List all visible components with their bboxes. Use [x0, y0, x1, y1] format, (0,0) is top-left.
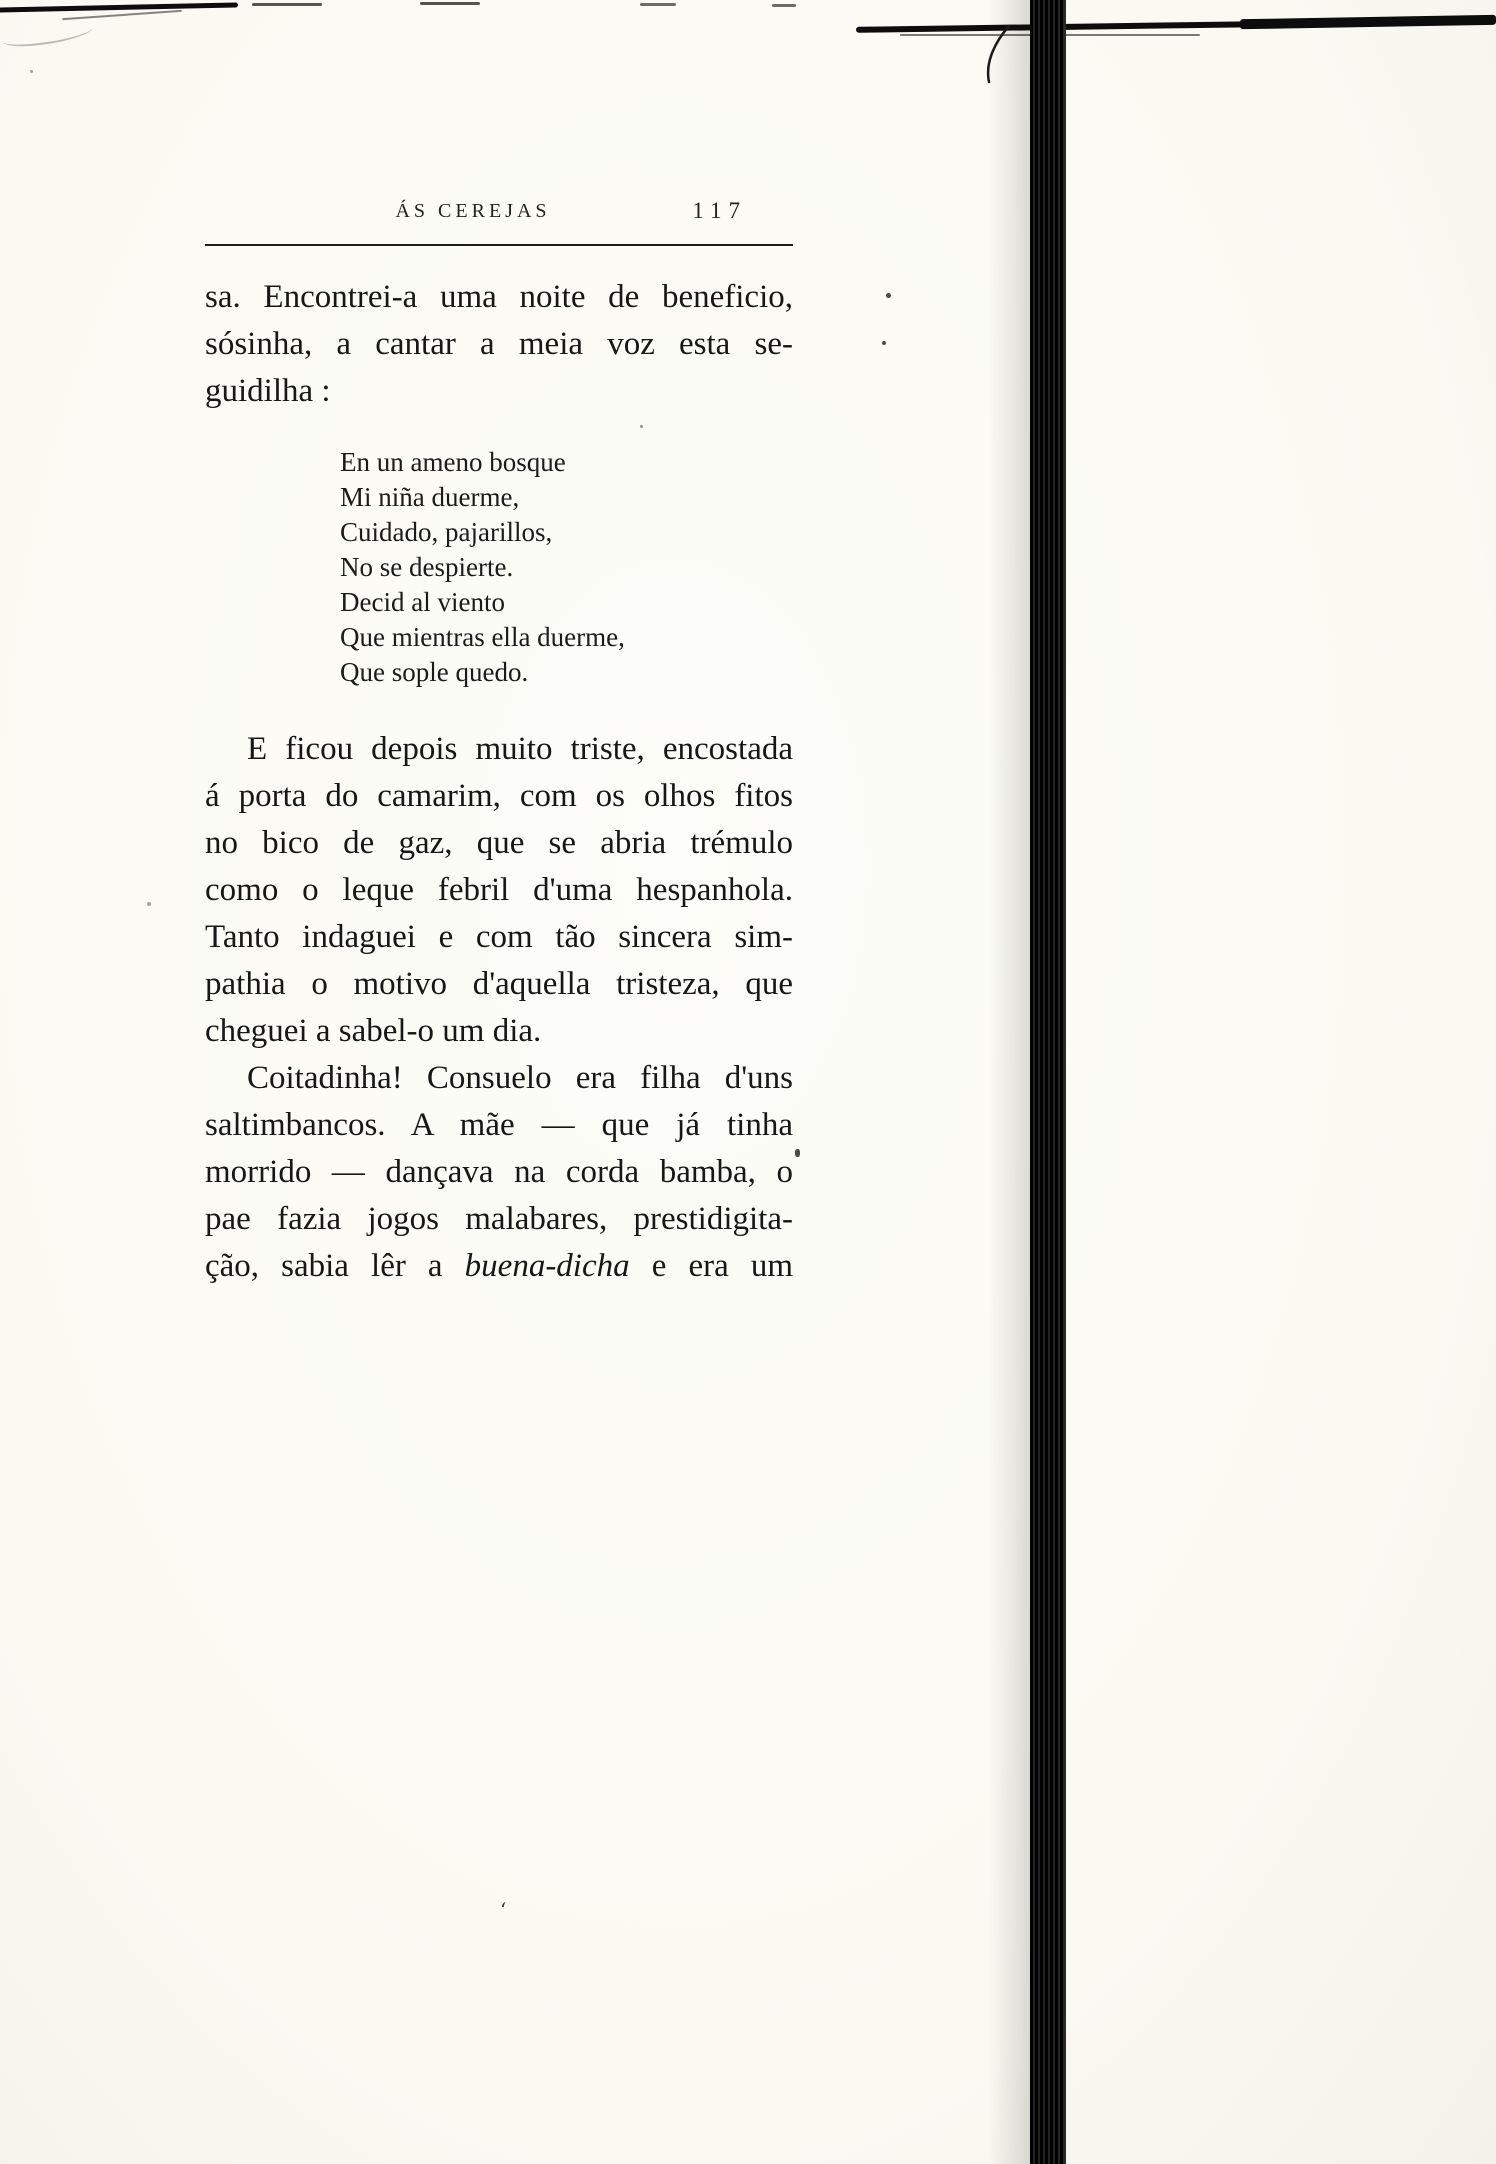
text-line: saltimbancos. A mãe — que já tinha: [205, 1107, 793, 1143]
text-line: como o leque febril d'uma hespanhola.: [205, 872, 793, 908]
text-line: pae fazia jogos malabares, prestidigita-: [205, 1201, 793, 1237]
running-header: [205, 200, 793, 232]
scan-speck: [795, 1149, 800, 1157]
top-edge-smudge: [640, 3, 676, 6]
text-line: Tanto indaguei e com tão sincera sim-: [205, 919, 793, 955]
italic-phrase: buena-dicha: [464, 1248, 630, 1284]
text-line: sósinha, a cantar a meia voz esta se-: [205, 326, 793, 362]
verse-line: Que sople quedo.: [340, 657, 529, 687]
scan-speck: [882, 341, 886, 345]
verse-line: No se despierte.: [340, 552, 514, 582]
text-line: sa. Encontrei-a uma noite de beneficio,: [205, 279, 793, 315]
text-column: [205, 200, 793, 1290]
scan-speck: [886, 293, 891, 298]
verse-line: En un ameno bosque: [340, 447, 566, 477]
top-edge-smudge: [252, 3, 322, 6]
top-edge-smudge: [0, 2, 238, 12]
verse-line: Cuidado, pajarillos,: [340, 517, 553, 547]
gutter-shadow: [988, 0, 1030, 2164]
verse-line: Decid al viento: [340, 587, 505, 617]
top-edge-smudge: [62, 10, 182, 20]
page-number: 117: [692, 198, 747, 223]
top-edge-smudge: [420, 2, 480, 5]
text-line: no bico de gaz, que se abria trémulo: [205, 825, 793, 861]
paragraph: [205, 726, 793, 1055]
paragraph: [205, 274, 793, 415]
scan-speck: [147, 902, 151, 906]
top-edge-smudge: [772, 4, 796, 7]
body-text: [205, 274, 793, 1290]
text-segment: ção, sabia lêr a: [205, 1248, 465, 1284]
text-line: E ficou depois muito triste, encostada: [247, 731, 793, 767]
top-right-smudge: [1240, 15, 1496, 29]
text-line: cheguei a sabel-o um dia.: [205, 1013, 542, 1049]
paragraph: [205, 1055, 793, 1290]
scan-speck: [30, 70, 33, 73]
text-line: pathia o motivo d'aquella tristeza, que: [205, 966, 793, 1002]
text-line: á porta do camarim, com os olhos fitos: [205, 778, 793, 814]
running-header-title: ÁS CEREJAS: [395, 200, 551, 222]
verse-line: Mi niña duerme,: [340, 482, 520, 512]
verse-line: Que mientras ella duerme,: [340, 622, 625, 652]
text-line: guidilha :: [205, 373, 331, 409]
header-rule: [205, 244, 793, 246]
scan-tick-mark: ʻ: [500, 1898, 507, 1922]
pencil-mark: [1, 18, 95, 49]
verse-block: [340, 445, 793, 690]
book-gutter-band: [1030, 0, 1066, 2164]
text-line: morrido — dançava na corda bamba, o: [205, 1154, 793, 1190]
text-line: Coitadinha! Consuelo era filha d'uns: [247, 1060, 793, 1096]
text-line-with-italic: [205, 1243, 793, 1290]
text-segment: e era um: [629, 1248, 793, 1284]
